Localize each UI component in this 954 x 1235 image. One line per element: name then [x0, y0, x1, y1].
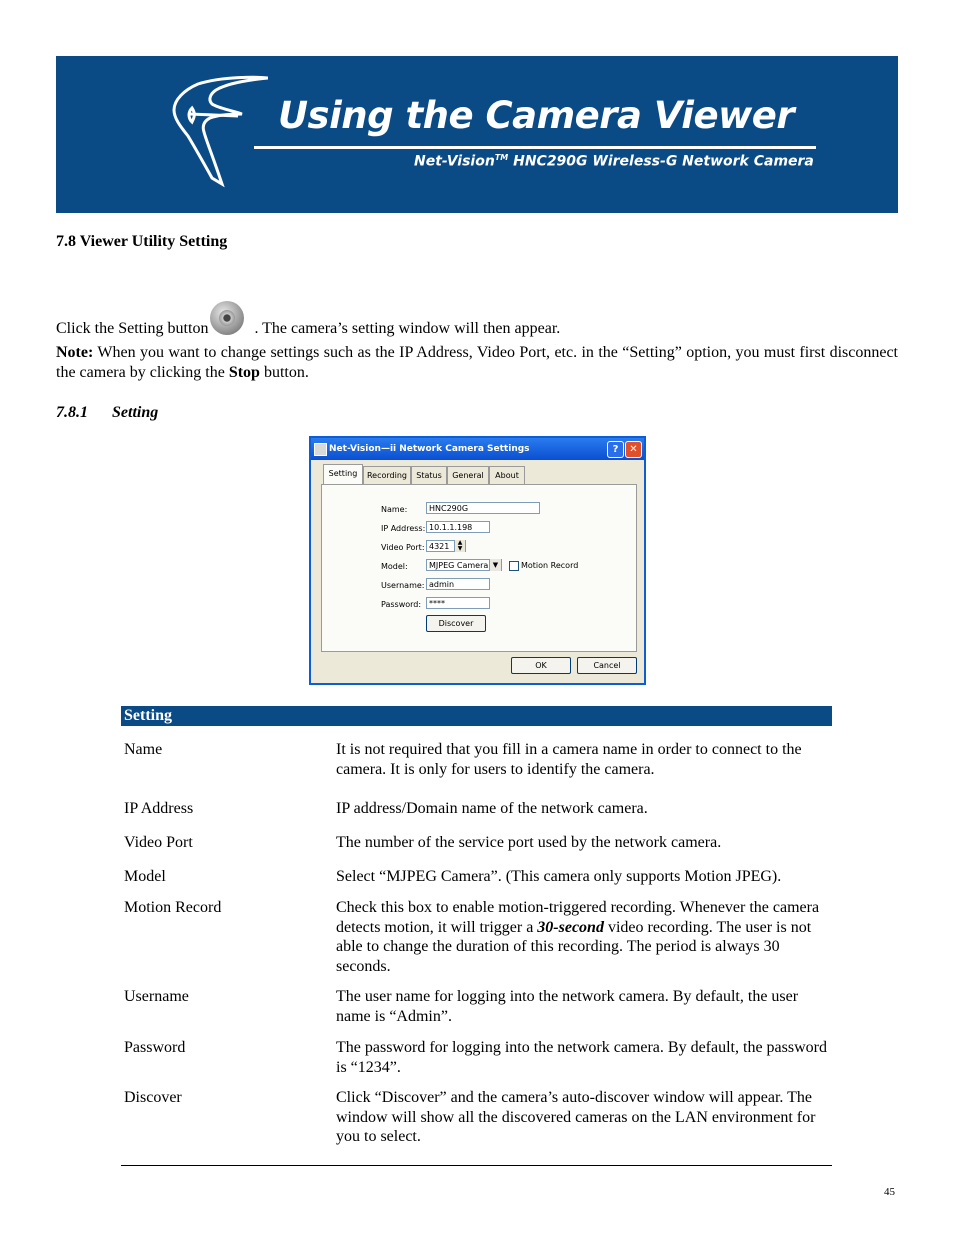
cancel-button[interactable]: Cancel	[577, 657, 637, 674]
username-label: Username:	[381, 581, 425, 590]
note-text: When you want to change settings such as the IP Address, Video Port, etc. in the “Setting” option, you must first disconnect the camera by clicking the	[56, 344, 898, 381]
video-port-label: Video Port:	[381, 543, 425, 552]
name-input[interactable]: HNC290G	[426, 502, 540, 514]
row-desc: The number of the service port used by the network camera.	[336, 834, 722, 851]
tab-about[interactable]: About	[489, 466, 525, 484]
subtitle-brand: Net-Vision	[414, 153, 495, 170]
trademark: TM	[494, 153, 509, 162]
username-input[interactable]: admin	[426, 578, 490, 590]
row-term: Password	[124, 1039, 186, 1056]
row-term: Motion Record	[124, 899, 222, 916]
dropdown-arrow-icon[interactable]: ▼	[489, 559, 501, 571]
row-desc: Click “Discover” and the camera’s auto-discover window will appear. The window will show all the discovered cameras on the LAN environment for you to select.	[336, 1089, 816, 1145]
subsection-title: Setting	[112, 404, 159, 421]
model-label: Model:	[381, 562, 408, 571]
spin-arrows-icon[interactable]: ▲ ▼	[454, 540, 465, 552]
row-term: Username	[124, 988, 189, 1005]
video-port-input[interactable]	[426, 540, 466, 552]
password-input[interactable]: ****	[426, 597, 490, 609]
row-desc	[336, 898, 832, 976]
row-term: IP Address	[124, 800, 194, 817]
dialog-titlebar	[311, 438, 644, 460]
note-paragraph	[56, 343, 898, 382]
ip-address-label: IP Address:	[381, 524, 426, 533]
desc-post: video recording. The user is not able to change the duration of this recording. The period is always 30 seconds.	[336, 918, 812, 975]
password-label: Password:	[381, 600, 422, 609]
tab-status[interactable]: Status	[411, 466, 447, 484]
table-bottom-rule	[121, 1165, 832, 1166]
dialog-title: Net-Vision—ii Network Camera Settings	[329, 444, 530, 454]
motion-record-checkbox[interactable]	[509, 561, 519, 571]
model-value: MJPEG Camera	[429, 561, 489, 570]
eagle-logo-icon	[168, 74, 268, 189]
banner-title: Using the Camera Viewer	[278, 94, 795, 137]
row-term: Video Port	[124, 834, 193, 851]
motion-record-label: Motion Record	[521, 561, 579, 570]
model-select[interactable]	[426, 559, 502, 571]
tab-setting[interactable]: Setting	[323, 464, 363, 484]
subsection-number: 7.8.1	[56, 404, 88, 421]
subtitle-product: HNC290G Wireless-G Network Camera	[508, 153, 814, 170]
intro-text-after: . The camera’s setting window will then appear.	[254, 320, 561, 337]
banner-rule	[254, 146, 816, 149]
row-term: Name	[124, 741, 163, 758]
note-tail: button.	[259, 363, 309, 381]
row-desc: Select “MJPEG Camera”. (This camera only supports Motion JPEG).	[336, 868, 782, 885]
row-desc: The password for logging into the network camera. By default, the password is “1234”.	[336, 1039, 827, 1076]
discover-button[interactable]: Discover	[426, 615, 486, 632]
help-button[interactable]: ?	[607, 441, 624, 458]
row-desc: The user name for logging into the network camera. By default, the user name is “Admin”.	[336, 988, 799, 1025]
header-banner	[56, 56, 898, 213]
ip-address-input[interactable]: 10.1.1.198	[426, 521, 490, 533]
setting-button-icon	[210, 301, 244, 335]
table-header: Setting	[121, 706, 832, 726]
ok-button[interactable]: OK	[511, 657, 571, 674]
tab-general[interactable]: General	[447, 466, 489, 484]
tab-recording[interactable]: Recording	[363, 466, 411, 484]
intro-paragraph	[56, 309, 560, 343]
desc-pre: Check this box to enable motion-triggered recording. Whenever the camera detects motion, it will trigger a	[336, 899, 820, 936]
row-desc: It is not required that you fill in a camera name in order to connect to the camera. It is only for users to identify the camera.	[336, 741, 802, 778]
setting-panel	[321, 484, 637, 652]
subsection-heading	[56, 404, 158, 422]
section-heading: 7.8 Viewer Utility Setting	[56, 233, 228, 250]
row-desc: IP address/Domain name of the network camera.	[336, 800, 648, 817]
desc-emphasis: 30-second	[537, 918, 604, 936]
note-label: Note:	[56, 344, 94, 361]
banner-subtitle	[414, 153, 814, 170]
stop-word: Stop	[228, 363, 260, 381]
row-term: Discover	[124, 1089, 182, 1106]
row-term: Model	[124, 868, 166, 885]
name-label: Name:	[381, 505, 408, 514]
close-button[interactable]: ✕	[625, 441, 642, 458]
intro-text-before: Click the Setting button	[56, 320, 209, 337]
video-port-value: 4321	[429, 542, 450, 551]
settings-dialog	[309, 436, 646, 685]
page-number: 45	[884, 1186, 895, 1198]
app-icon	[314, 443, 327, 456]
